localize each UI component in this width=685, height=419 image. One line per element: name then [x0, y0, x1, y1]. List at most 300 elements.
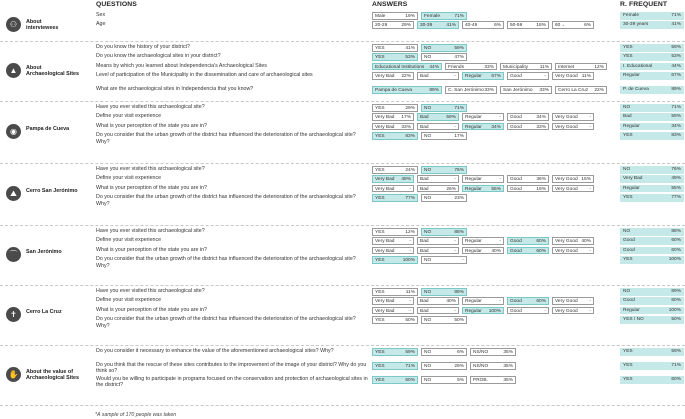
answer-cell [552, 307, 594, 315]
question-text: Have you ever visited this archaeological site? [96, 288, 205, 294]
frequent-value: 41% [671, 22, 681, 28]
answer-value: - [454, 74, 456, 80]
answer-value: 34% [491, 124, 501, 130]
answer-value: - [589, 115, 591, 121]
answer-cell [421, 194, 467, 202]
frequent-answer [620, 123, 684, 131]
answer-label: 20-29 [375, 23, 388, 29]
answer-value: 50% [405, 318, 415, 324]
answer-label: C. San Jerónimo [448, 88, 484, 94]
frequent-label: Good [623, 238, 635, 244]
answer-value: 17% [401, 115, 411, 121]
frequent-header: R. FREQUENT [620, 1, 668, 8]
frequent-answer [620, 228, 684, 236]
answer-value: - [454, 177, 456, 183]
answer-value: 24% [405, 168, 415, 173]
section-label: Cerro San Jerónimo [26, 188, 78, 194]
answer-value: 11% [405, 290, 415, 295]
answer-value: 23% [454, 196, 464, 202]
answer-label: 30-39 [420, 23, 433, 29]
question-text: Do you know the archaeological sites in your district? [96, 53, 221, 60]
frequent-value: 100% [668, 257, 681, 263]
answer-label: Good [510, 308, 522, 314]
question-text: What is your perception of the state you are in? [96, 184, 208, 191]
frequent-answer [620, 53, 684, 61]
answer-label: NO [424, 46, 432, 51]
frequent-answer [620, 104, 684, 112]
answer-value: - [409, 186, 411, 192]
frequent-label: Bad [623, 114, 632, 120]
answer-value: 100% [402, 258, 415, 264]
answer-value: 53% [405, 55, 415, 61]
answer-value: 19% [405, 14, 415, 19]
answer-label: Very Bad [375, 239, 395, 245]
answer-value: 71% [454, 14, 464, 19]
answer-label: YES [375, 134, 385, 140]
frequent-answer [620, 175, 684, 183]
answer-label: Educational Institutions [375, 64, 425, 70]
frequent-answer [620, 288, 684, 296]
answer-label: YES [375, 168, 385, 173]
answer-cell [417, 113, 459, 121]
answer-label: Good [510, 115, 522, 121]
answer-cell [372, 21, 414, 29]
answer-cell [372, 228, 418, 236]
answer-label: Regular [465, 248, 482, 254]
answer-label: Friends [448, 64, 464, 70]
answer-value: 33% [536, 124, 546, 130]
answer-label: Good [510, 248, 522, 254]
frequent-value: 53% [671, 54, 681, 60]
answer-value: 71% [405, 364, 415, 369]
question-text: Define your visit experience [96, 113, 162, 120]
questions-header: QUESTIONS [96, 1, 137, 8]
answer-value: - [499, 115, 501, 121]
answer-label: Very Bad [375, 74, 395, 80]
answer-cell [421, 316, 467, 324]
frequent-label: NO [623, 167, 631, 172]
answer-value: 41% [405, 46, 415, 51]
answer-cell [552, 175, 594, 183]
answer-value: - [454, 124, 456, 130]
answer-cell [462, 297, 504, 305]
answer-value: 44% [429, 64, 439, 70]
answer-cell [552, 72, 594, 80]
question-text: Do you consider that the urban growth of the district has influenced the deterioration of the archaeological site? Why? [96, 316, 356, 329]
frequent-answer [620, 185, 684, 193]
answer-cell [462, 21, 504, 29]
frequent-label: YES [623, 54, 633, 60]
answer-label: YES [375, 318, 385, 324]
answer-value: 33% [484, 64, 494, 70]
answer-cell [417, 72, 459, 80]
answer-label: Regular [465, 239, 482, 245]
answer-cell [507, 123, 549, 131]
answer-value: 33% [484, 88, 494, 94]
frequent-label: Regular [623, 73, 640, 79]
answer-label: Regular [465, 74, 482, 80]
answer-label: NO [424, 290, 432, 295]
answer-value: - [589, 186, 591, 192]
answer-label: Female [424, 14, 440, 19]
frequent-label: Good [623, 247, 635, 253]
answer-value: 59% [446, 115, 456, 121]
answer-cell [445, 63, 497, 71]
question-text: Do you know the history of your district? [96, 44, 190, 50]
frequent-answer [620, 348, 684, 356]
frequent-label: 30-39 years [623, 22, 649, 28]
section [0, 9, 685, 42]
frequent-value: 83% [671, 133, 681, 139]
answer-label: Very Good [555, 124, 578, 130]
answer-cell [421, 256, 467, 264]
frequent-value: 44% [671, 63, 681, 69]
sample-note: *A sample of 170 people was taken [95, 412, 177, 418]
frequent-label: Very Bad [623, 176, 643, 182]
palette-icon: ◉ [6, 124, 21, 139]
answer-value: 6% [457, 350, 464, 355]
answer-cell [372, 362, 418, 370]
answer-label: NO [424, 168, 432, 173]
answer-cell [552, 185, 594, 193]
question-text: Do you consider it necessary to enhance the value of the aforementioned archaeological sites? Why? [96, 348, 334, 354]
frequent-label: YES [623, 363, 633, 368]
mountain-icon: ⛰ [6, 186, 21, 201]
frequent-value: 59% [671, 349, 681, 354]
answer-label: Good [510, 177, 522, 183]
answer-value: 22% [594, 88, 604, 94]
answer-value: - [409, 299, 411, 305]
question-text: Sex [96, 12, 106, 18]
frequent-answer [620, 256, 684, 264]
question-text: Would you be willing to participate in programs focused on the conservation and protection of archaeological sites in the district? [96, 376, 368, 389]
answer-value: - [499, 239, 501, 245]
cross-hill-icon: ✝ [6, 307, 21, 322]
answer-label: Bad [420, 299, 429, 305]
section [0, 101, 685, 164]
answer-label: NO [424, 258, 432, 264]
answer-cell [507, 185, 549, 193]
answer-label: Very Bad [375, 308, 395, 314]
frequent-label: YES [623, 133, 633, 139]
frequent-label: Female [623, 13, 639, 18]
answer-value: 15% [581, 177, 591, 183]
answer-value: 33% [539, 88, 549, 94]
answer-cell [462, 113, 504, 121]
answer-value: - [499, 177, 501, 183]
answer-label: Internet [558, 64, 575, 70]
answer-cell [372, 44, 418, 52]
answer-cell [462, 123, 504, 131]
frequent-label: YES [623, 377, 633, 382]
frequent-label: YES [623, 45, 633, 50]
answer-label: Very Good [555, 248, 578, 254]
answer-value: 89% [454, 290, 464, 295]
answer-label: 50-59 [510, 23, 523, 29]
answer-label: NO [424, 318, 432, 324]
answer-label: Very Good [555, 186, 578, 192]
answer-label: YES [375, 350, 385, 355]
answer-cell [372, 72, 414, 80]
answer-label: NO [424, 196, 432, 202]
frequent-value: 60% [671, 238, 681, 244]
answer-label: NO [424, 106, 432, 111]
answer-cell [372, 166, 418, 174]
answer-cell [372, 297, 414, 305]
answer-label: NO [424, 134, 432, 140]
answer-label: 40-49 [465, 23, 478, 29]
answer-label: NO [424, 230, 432, 235]
section [0, 225, 685, 286]
answer-cell [507, 113, 549, 121]
answer-value: 26% [446, 186, 456, 192]
answer-value: 40% [491, 248, 501, 254]
answer-value: - [409, 239, 411, 245]
answer-label: Regular [465, 115, 482, 121]
answer-cell [372, 247, 414, 255]
answer-cell [500, 86, 552, 94]
answer-cell [417, 185, 459, 193]
question-text: Means by which you learned about Independencia's Archaeological Sites [96, 62, 267, 69]
frequent-value: 49% [671, 176, 681, 182]
answer-value: 50% [454, 318, 464, 324]
answer-label: NO [424, 378, 432, 383]
answer-label: Cerro La Cruz [558, 88, 589, 94]
answer-label: Bad [420, 186, 429, 192]
section-label: Pampa de Cueva [26, 126, 70, 132]
answer-cell [372, 288, 418, 296]
answer-value: 12% [594, 64, 604, 70]
answer-cell [555, 86, 607, 94]
answer-value: 40% [446, 299, 456, 305]
answer-label: Good [510, 299, 522, 305]
frequent-value: 88% [671, 229, 681, 234]
answer-cell [445, 86, 497, 94]
answer-label: Very Good [555, 308, 578, 314]
answer-cell [552, 237, 594, 245]
answer-value: - [454, 308, 456, 314]
answer-cell [417, 237, 459, 245]
answer-value: 18% [536, 23, 546, 29]
question-text: Do you consider that the urban growth of the district has influenced the deterioration of the archaeological site? Why? [96, 194, 356, 207]
answer-value: - [409, 248, 411, 254]
answer-cell [462, 175, 504, 183]
answer-cell [421, 228, 467, 236]
answer-value: 33% [401, 124, 411, 130]
answer-cell [462, 185, 504, 193]
answer-label: Bad [420, 308, 429, 314]
answer-cell [372, 63, 442, 71]
answer-cell [417, 247, 459, 255]
answer-value: 88% [454, 230, 464, 235]
answer-value: 29% [405, 106, 415, 111]
frequent-answer [620, 297, 684, 305]
answer-value: - [544, 308, 546, 314]
frequent-label: I. Educational [623, 63, 653, 69]
question-text: What is your perception of the state you are in? [96, 246, 208, 253]
answer-value: 59% [405, 350, 415, 355]
frequent-answer [620, 72, 684, 80]
section-label: About the value of Archaeological Sites [26, 369, 80, 382]
answer-label: Very Bad [375, 124, 395, 130]
answer-value: 11% [581, 74, 591, 80]
answer-label: YES [375, 106, 385, 111]
answer-value: 71% [454, 106, 464, 111]
answer-cell [507, 21, 549, 29]
question-text: Define your visit experience [96, 297, 162, 304]
answer-value: - [544, 74, 546, 80]
answer-cell [507, 237, 549, 245]
answer-value: 47% [454, 55, 464, 61]
answer-label: Good [510, 74, 522, 80]
frequent-value: 71% [671, 105, 681, 110]
answer-cell [421, 53, 467, 61]
answer-value: 60% [536, 239, 546, 245]
answer-cell [372, 53, 418, 61]
frequent-answer [620, 166, 684, 174]
frequent-answer [620, 132, 684, 140]
section [0, 163, 685, 226]
answer-cell [462, 237, 504, 245]
answer-label: NS/NO [473, 350, 489, 355]
answer-cell [552, 21, 594, 29]
frequent-answer [620, 12, 684, 20]
answer-cell [372, 348, 418, 356]
answer-label: Bad [420, 239, 429, 245]
answer-label: NS/NO [473, 364, 489, 369]
answer-label: PROB. [473, 378, 488, 383]
answer-cell [462, 247, 504, 255]
answer-label: YES [375, 364, 385, 369]
answer-value: 40% [581, 239, 591, 245]
answer-cell [421, 12, 467, 20]
frequent-label: Regular [623, 185, 640, 191]
question-text: What are the archaeological sites in Independencia that you know? [96, 86, 254, 93]
frequent-label: Regular [623, 123, 640, 129]
answer-value: - [499, 299, 501, 305]
frequent-value: 55% [671, 185, 681, 191]
answer-cell [552, 297, 594, 305]
answer-value: - [454, 248, 456, 254]
answer-label: Very Good [555, 115, 578, 121]
answer-value: 83% [405, 134, 415, 140]
answer-value: 35% [503, 364, 513, 369]
frequent-answer [620, 307, 684, 315]
answer-cell [470, 348, 516, 356]
frequent-value: 34% [671, 123, 681, 129]
section-label: About interviewees [26, 19, 59, 32]
answer-value: 22% [401, 74, 411, 80]
frequent-label: Regular [623, 307, 640, 313]
answer-cell [417, 123, 459, 131]
answer-label: YES [375, 196, 385, 202]
answer-label: Regular [465, 186, 482, 192]
section [0, 41, 685, 102]
answer-label: Bad [420, 74, 429, 80]
answer-label: Regular [465, 124, 482, 130]
answer-cell [421, 348, 467, 356]
frequent-label: Good [623, 298, 635, 304]
question-text: Do you think that the rescue of these sites contributes to the improvement of the image of your district? Why do you think so? [96, 362, 367, 375]
frequent-answer [620, 86, 684, 94]
answer-label: Good [510, 186, 522, 192]
answer-value: 89% [429, 88, 439, 94]
answer-label: Very Good [555, 299, 578, 305]
answer-label: YES [375, 46, 385, 51]
answer-label: 60→ [555, 23, 566, 29]
frequent-answer [620, 21, 684, 29]
question-text: Have you ever visited this archaeological site? [96, 104, 205, 110]
answer-cell [470, 362, 516, 370]
answer-value: 55% [491, 186, 501, 192]
section-label: Cerro La Cruz [26, 309, 62, 315]
answer-value: 60% [536, 299, 546, 305]
frequent-label: P. de Cueva [623, 87, 649, 93]
answer-label: Bad [420, 248, 429, 254]
answer-label: Regular [465, 308, 482, 314]
answer-label: Very Bad [375, 177, 395, 183]
answer-cell [507, 175, 549, 183]
answer-value: 35% [503, 350, 513, 355]
frequent-answer [620, 376, 684, 384]
answer-label: Very Good [555, 74, 578, 80]
answer-cell [417, 21, 459, 29]
answer-cell [421, 288, 467, 296]
frequent-label: NO [623, 289, 631, 294]
answer-value: - [454, 239, 456, 245]
answer-cell [372, 307, 414, 315]
answer-value: 29% [401, 23, 411, 29]
frequent-value: 100% [668, 307, 681, 313]
question-text: What is your perception of the state you are in? [96, 122, 208, 129]
people-icon: ⚇ [6, 17, 21, 32]
answer-value: - [589, 248, 591, 254]
answer-cell [421, 362, 467, 370]
frequent-value: 76% [671, 167, 681, 172]
answer-label: Very Good [555, 177, 578, 183]
answer-value: 34% [536, 115, 546, 121]
answer-value: 76% [454, 168, 464, 173]
answer-cell [372, 185, 414, 193]
frequent-label: YES / NO [623, 317, 644, 323]
frequent-value: 59% [671, 114, 681, 120]
frequent-value: 71% [671, 363, 681, 368]
answer-value: 49% [401, 177, 411, 183]
answer-cell [372, 104, 418, 112]
answer-cell [372, 123, 414, 131]
frequent-value: 89% [671, 289, 681, 294]
answer-label: Male [375, 14, 386, 19]
answer-label: Municipality [503, 64, 529, 70]
answer-cell [417, 297, 459, 305]
question-text: Level of participation of the Municipality in the dissemination and care of archaeological sites [96, 72, 313, 79]
pyramid-icon: ▲ [6, 63, 21, 78]
answer-cell [372, 194, 418, 202]
answer-value: 29% [454, 364, 464, 369]
question-text: Have you ever visited this archaeological site? [96, 228, 205, 234]
answer-label: NO [424, 364, 432, 369]
frequent-value: 67% [671, 73, 681, 79]
answer-value: 5% [457, 378, 464, 383]
answer-cell [421, 166, 467, 174]
answer-cell [421, 132, 467, 140]
frequent-answer [620, 247, 684, 255]
answer-label: Very Bad [375, 186, 395, 192]
answer-cell [507, 307, 549, 315]
answer-label: YES [375, 55, 385, 61]
answer-label: Very Bad [375, 248, 395, 254]
answer-value: 17% [454, 134, 464, 140]
